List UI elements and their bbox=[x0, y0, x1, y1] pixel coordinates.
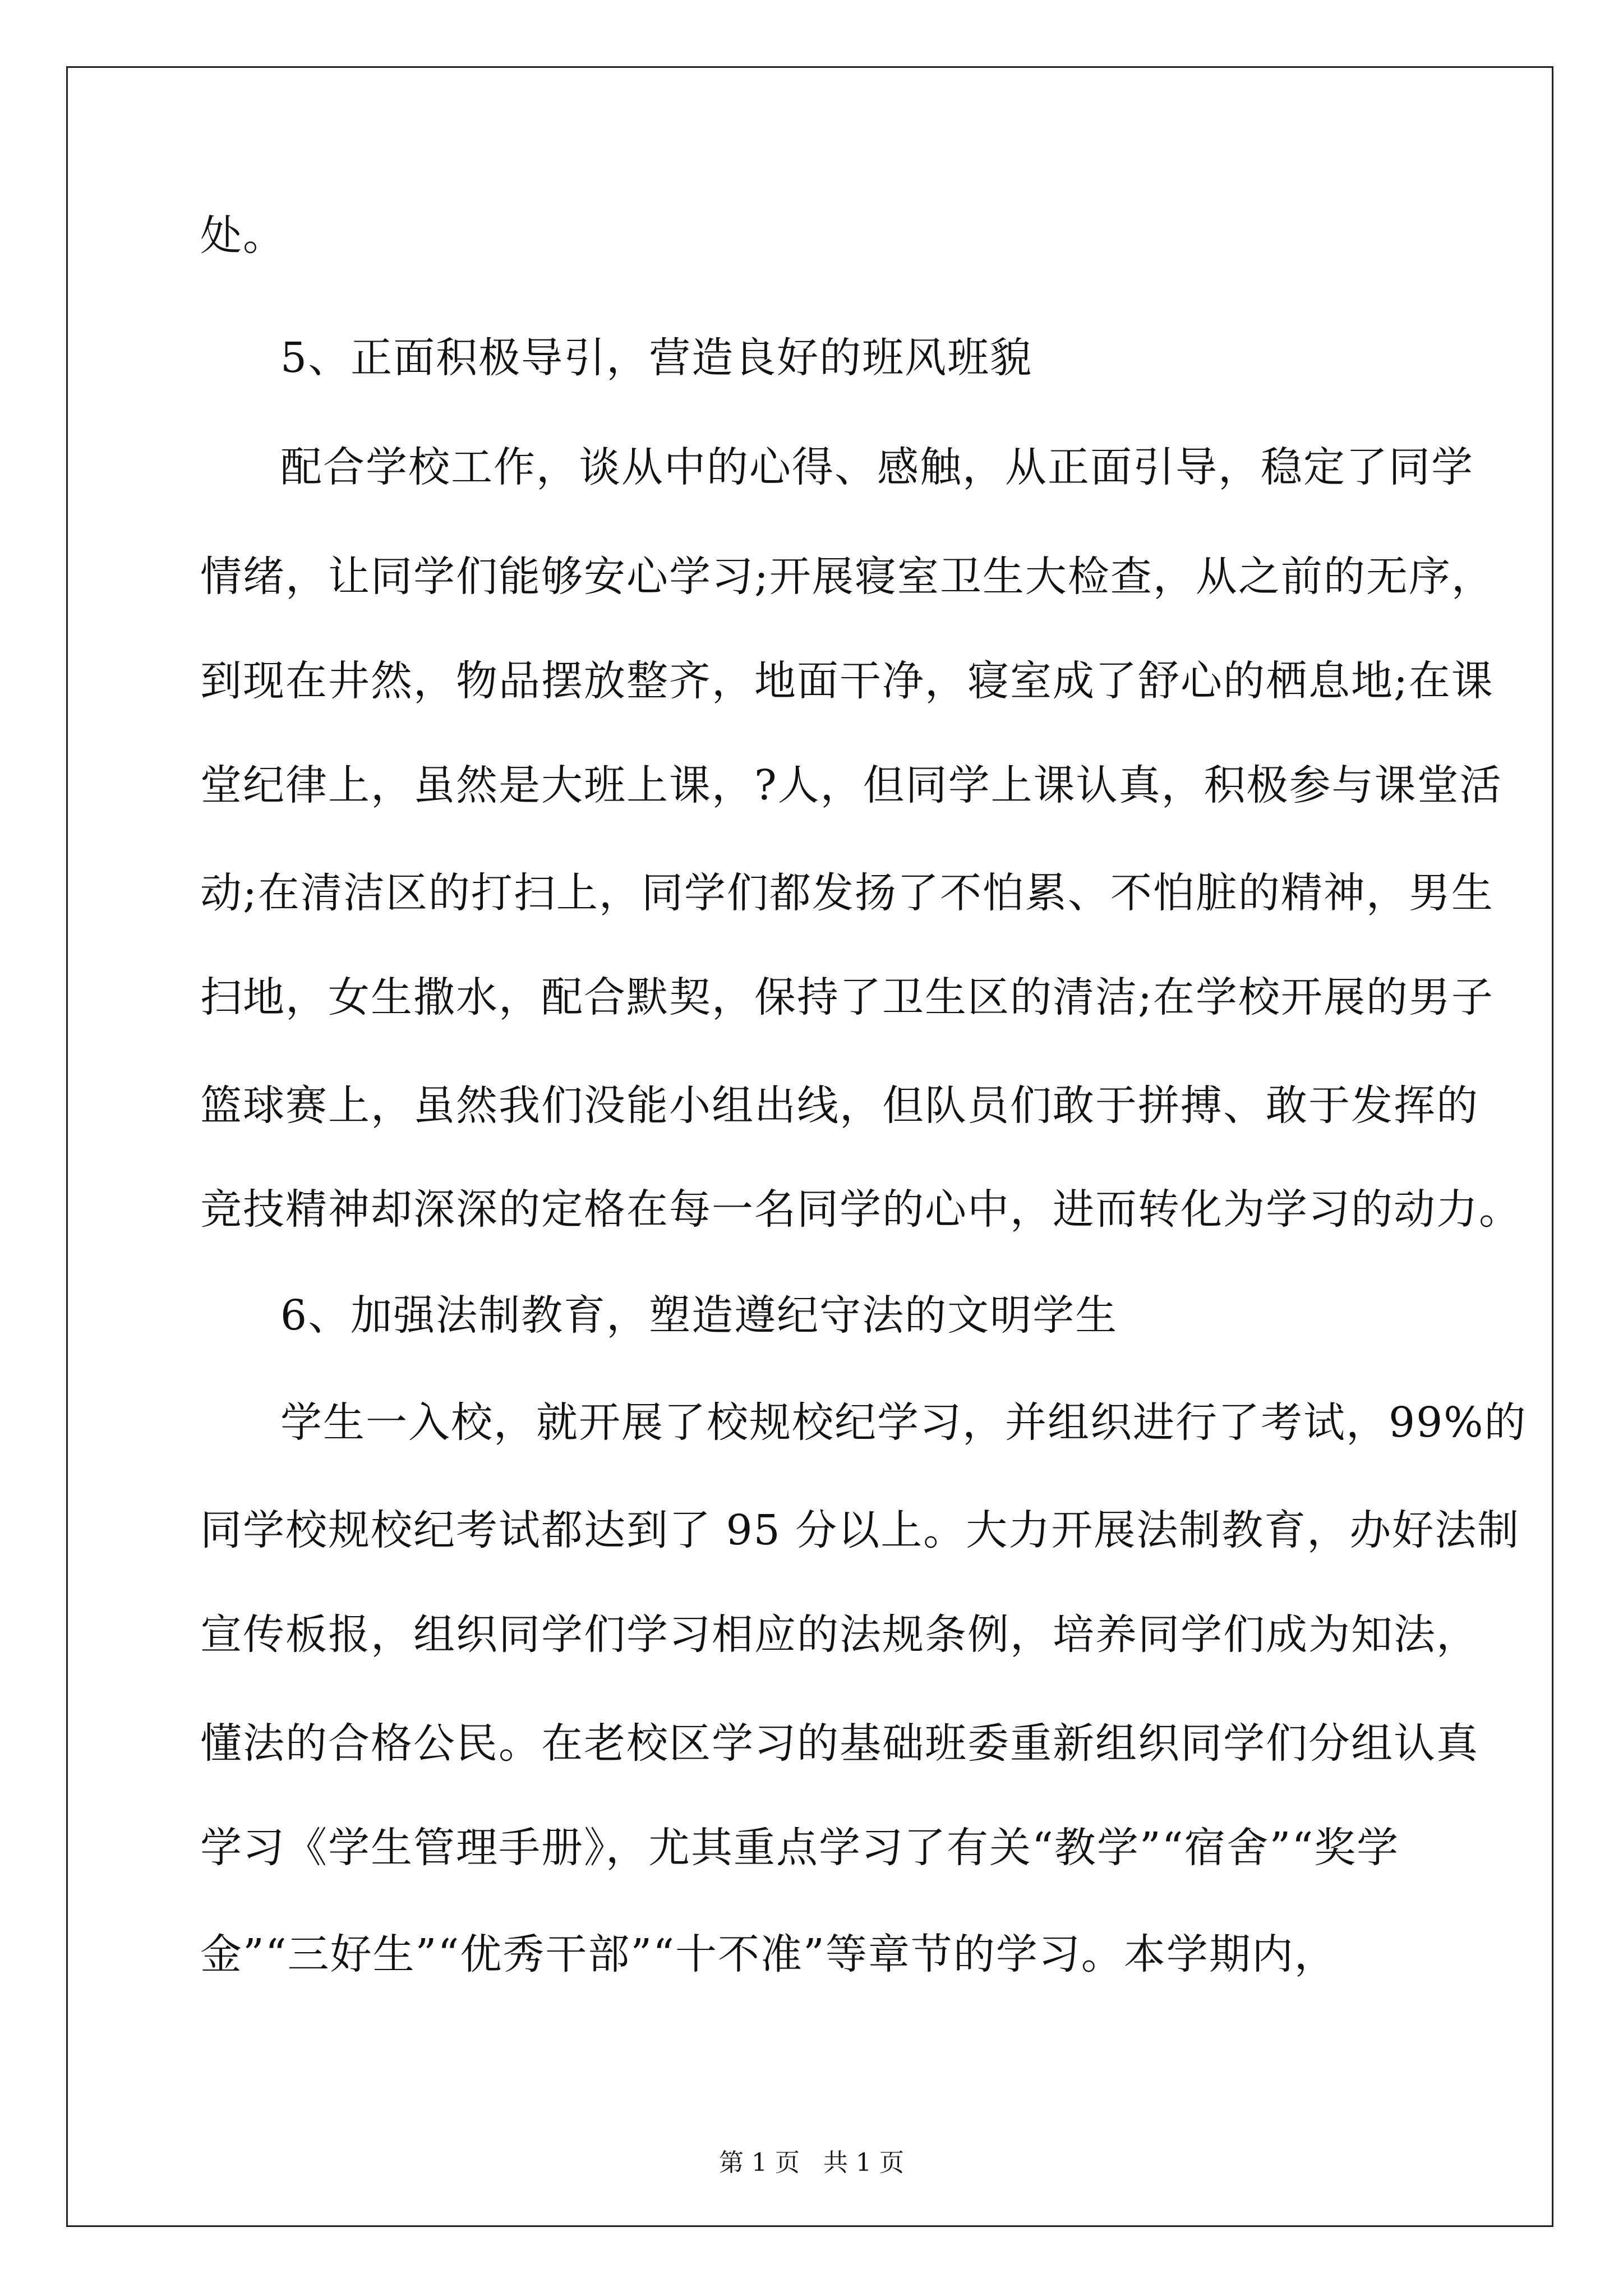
page-border bbox=[66, 66, 1553, 2227]
text-line: 宣传板报，组织同学们学习相应的法规条例，培养同学们成为知法， bbox=[200, 1611, 1479, 1659]
text-line: 配合学校工作，谈从中的心得、感触，从正面引导，稳定了同学 bbox=[280, 443, 1474, 491]
text-line: 金”“三好生”“优秀干部”“十不准”等章节的学习。本学期内， bbox=[200, 1930, 1337, 1978]
section-heading: 6、加强法制教育，塑造遵纪守法的文明学生 bbox=[280, 1291, 1118, 1340]
text-line: 处。 bbox=[200, 211, 285, 260]
text-line: 竞技精神却深深的定格在每一名同学的心中，进而转化为学习的动力。 bbox=[200, 1185, 1521, 1234]
text-line: 到现在井然，物品摆放整齐，地面干净，寝室成了舒心的栖息地;在课 bbox=[200, 657, 1494, 705]
text-line: 堂纪律上，虽然是大班上课，?人，但同学上课认真，积极参与课堂活 bbox=[200, 761, 1502, 809]
text-line: 情绪，让同学们能够安心学习;开展寝室卫生大检查，从之前的无序， bbox=[200, 553, 1494, 601]
text-line: 懂法的合格公民。在老校区学习的基础班委重新组织同学们分组认真 bbox=[200, 1719, 1479, 1768]
text-line: 扫地，女生撒水，配合默契，保持了卫生区的清洁;在学校开展的男子 bbox=[200, 973, 1494, 1022]
text-line: 学习《学生管理手册》，尤其重点学习了有关“教学”“宿舍”“奖学 bbox=[200, 1824, 1400, 1872]
text-line: 学生一入校，就开展了校规校纪学习，并组织进行了考试，99%的 bbox=[280, 1398, 1527, 1447]
page-number: 第 1 页 共 1 页 bbox=[719, 2148, 904, 2177]
text-line: 动;在清洁区的打扫上，同学们都发扬了不怕累、不怕脏的精神，男生 bbox=[200, 869, 1494, 917]
section-heading: 5、正面积极导引，营造良好的班风班貌 bbox=[280, 334, 1033, 382]
text-line: 篮球赛上，虽然我们没能小组出线，但队员们敢于拼搏、敢于发挥的 bbox=[200, 1082, 1479, 1130]
text-line: 同学校规校纪考试都达到了 95 分以上。大力开展法制教育，办好法制 bbox=[200, 1506, 1520, 1554]
